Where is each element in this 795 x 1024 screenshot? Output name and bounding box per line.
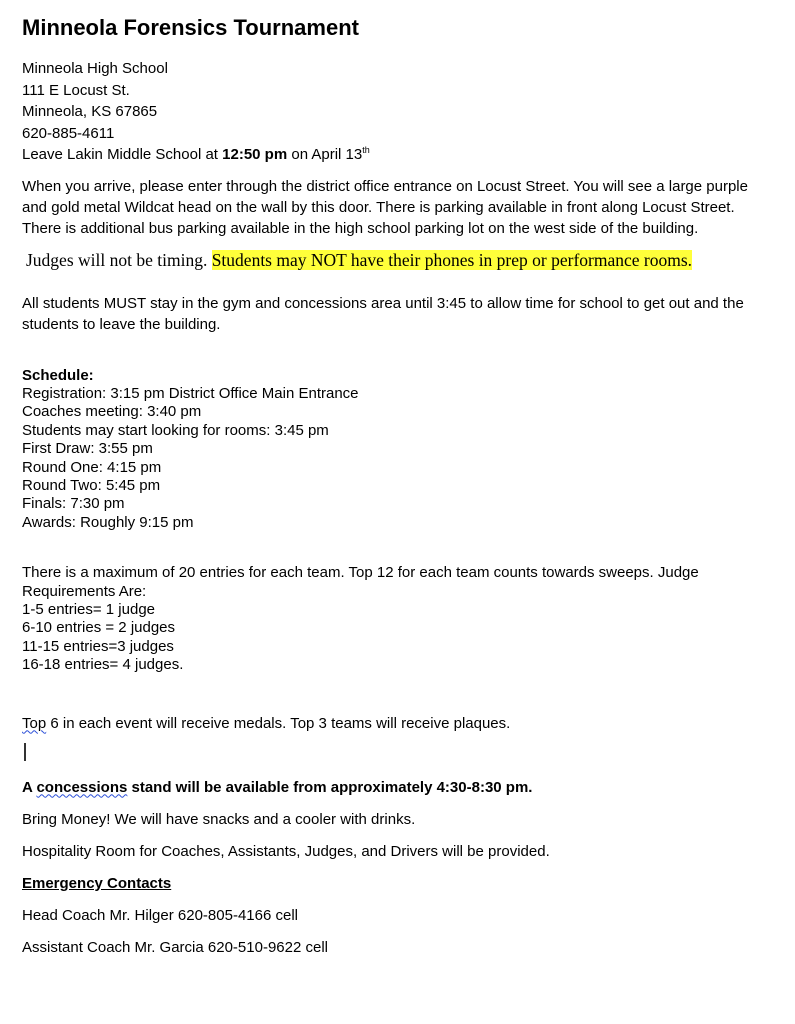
money-line: Bring Money! We will have snacks and a cooler with drinks. [22, 810, 416, 828]
entries-section [22, 564, 774, 674]
gym-paragraph: All students MUST stay in the gym and concessions area until 3:45 to allow time for school to get out and the students to leave the building. [22, 294, 744, 333]
hospitality-line: Hospitality Room for Coaches, Assistants, Judges, and Drivers will be provided. [22, 842, 550, 860]
phone-policy-highlight: Students may NOT have their phones in prep or performance rooms. [211, 249, 693, 270]
school-name: Minneola High School [22, 60, 168, 77]
text-cursor [24, 743, 26, 761]
schedule-item: First Draw: 3:55 pm [22, 440, 153, 458]
judges-note-text: Judges will not be timing. [26, 249, 212, 270]
schedule-item: Awards: Roughly 9:15 pm [22, 513, 194, 531]
concessions-prefix: A [22, 778, 37, 796]
schedule-item: Students may start looking for rooms: 3:45 pm [22, 421, 329, 439]
schedule-item: Finals: 7:30 pm [22, 495, 125, 513]
emergency-heading: Emergency Contacts [22, 874, 172, 892]
departure-line [22, 144, 774, 166]
schedule-heading: Schedule: [22, 366, 94, 384]
head-coach-contact: Head Coach Mr. Hilger 620-805-4166 cell [22, 906, 298, 924]
entries-intro: There is a maximum of 20 entries for each team. Top 12 for each team counts towards sweeps. Judge Requirements Are: [22, 564, 699, 600]
awards-line [22, 713, 774, 734]
page-title: Minneola Forensics Tournament [22, 15, 359, 40]
concessions-text: stand will be available from approximately 4:30-8:30 pm. [127, 778, 533, 796]
judge-rule: 11-15 entries=3 judges [22, 637, 174, 655]
street-address: 111 E Locust St. [22, 81, 130, 99]
judges-note [26, 248, 774, 272]
school-phone: 620-885-4611 [22, 124, 115, 142]
date-ordinal: th [362, 145, 370, 155]
concessions-line [22, 777, 774, 798]
departure-prefix: Leave Lakin Middle School at [22, 146, 223, 163]
awards-text: 6 in each event will receive medals. Top 3 teams will receive plaques. [46, 714, 511, 732]
concessions-word: concessions [36, 778, 128, 796]
spellcheck-word: Top [22, 714, 47, 732]
judge-rule: 16-18 entries= 4 judges. [22, 656, 184, 674]
schedule-section [22, 367, 774, 533]
city-state-zip: Minneola, KS 67865 [22, 103, 158, 120]
assistant-coach-contact: Assistant Coach Mr. Garcia 620-510-9622 cell [22, 938, 328, 956]
judge-rule: 6-10 entries = 2 judges [22, 619, 176, 637]
schedule-item: Coaches meeting: 3:40 pm [22, 403, 202, 421]
judge-rule: 1-5 entries= 1 judge [22, 600, 156, 618]
schedule-item: Round Two: 5:45 pm [22, 476, 161, 494]
schedule-item: Round One: 4:15 pm [22, 458, 162, 476]
address-block [22, 58, 774, 166]
arrival-paragraph: When you arrive, please enter through the district office entrance on Locust Street. You will see a large purple and gold metal Wildcat head on the wall by this door. There is parking available in front along Locust Street. There is additional bus parking available in the high school parking lot on the west side of the building. [22, 177, 748, 237]
departure-time: 12:50 pm [222, 146, 288, 163]
departure-date: on April 13 [287, 146, 363, 163]
schedule-item: Registration: 3:15 pm District Office Main Entrance [22, 384, 359, 402]
document-page [22, 14, 774, 958]
